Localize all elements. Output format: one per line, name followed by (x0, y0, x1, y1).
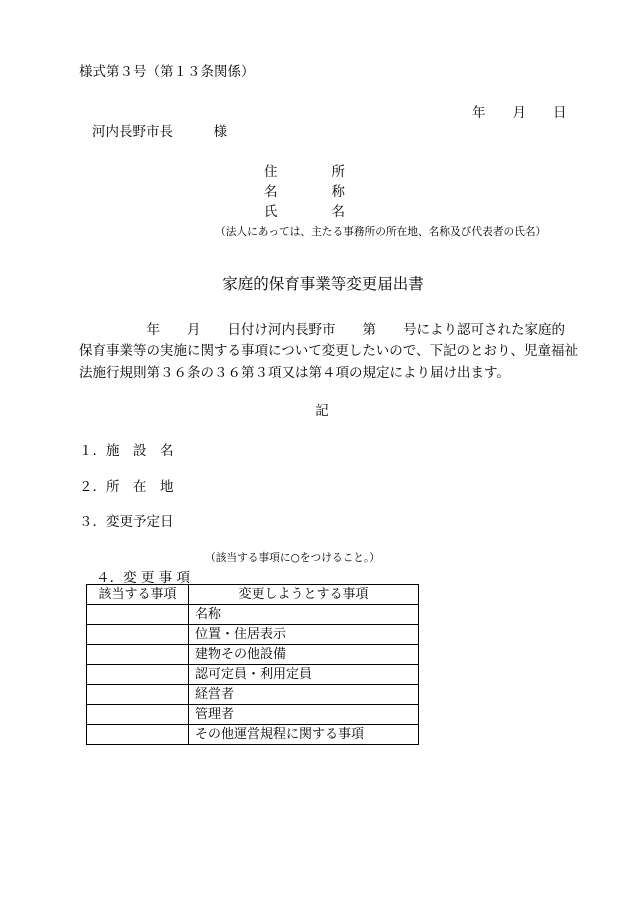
applicable-mark-cell (87, 705, 189, 725)
table-row (87, 705, 419, 725)
applicable-mark-cell (87, 725, 189, 745)
applicable-mark-cell (87, 685, 189, 705)
form-number: 様式第３号（第１３条関係） (79, 64, 255, 80)
column-header-change-matter: 変更しようとする事項 (189, 585, 419, 605)
applicant-name-label: 名 称 (264, 184, 345, 200)
change-matters-table (86, 584, 419, 745)
change-matter-cell: 管理者 (189, 705, 419, 725)
body-text-line: 保育事業等の実施に関する事項について変更したいので、下記のとおり、児童福祉 (79, 343, 578, 359)
table-row (87, 625, 419, 645)
item-change-matters-label: ４．変 更 事 項 (96, 570, 191, 586)
item-facility-name: １．施 設 名 (79, 443, 174, 459)
applicable-mark-cell (87, 665, 189, 685)
table-row (87, 645, 419, 665)
applicable-mark-cell (87, 605, 189, 625)
table-header-row (87, 585, 419, 605)
addressee: 河内長野市長 様 (92, 124, 227, 140)
applicable-mark-cell (87, 645, 189, 665)
item-change-matters (79, 548, 479, 586)
document-title: 家庭的保育事業等変更届出書 (222, 275, 424, 293)
table-row (87, 725, 419, 745)
applicant-note: （法人にあっては、主たる事務所の所在地、名称及び代表者の氏名） (215, 225, 547, 238)
body-text-line: 法施行規則第３６条の３６第３項又は第４項の規定により届け出ます。 (79, 365, 510, 381)
item-location: ２．所 在 地 (79, 479, 174, 495)
change-matter-cell: その他運営規程に関する事項 (189, 725, 419, 745)
table-row (87, 685, 419, 705)
applicant-person-label: 氏 名 (264, 204, 345, 220)
submission-date-line: 年 月 日 (472, 105, 567, 121)
change-matter-cell: 認可定員・利用定員 (189, 665, 419, 685)
item-change-matters-note: （該当する事項に○をつけること。） (205, 551, 380, 564)
applicant-address-label: 住 所 (264, 164, 345, 180)
change-matter-cell: 経営者 (189, 685, 419, 705)
column-header-applicable: 該当する事項 (87, 585, 189, 605)
table-row (87, 665, 419, 685)
applicable-mark-cell (87, 625, 189, 645)
ki-heading: 記 (315, 403, 329, 419)
body-text-line: 年 月 日付け河内長野市 第 号により認可された家庭的 (79, 322, 565, 338)
change-matter-cell: 位置・住居表示 (189, 625, 419, 645)
change-matter-cell: 名称 (189, 605, 419, 625)
table-row (87, 605, 419, 625)
change-matter-cell: 建物その他設備 (189, 645, 419, 665)
item-scheduled-change-date: ３．変更予定日 (79, 514, 174, 530)
